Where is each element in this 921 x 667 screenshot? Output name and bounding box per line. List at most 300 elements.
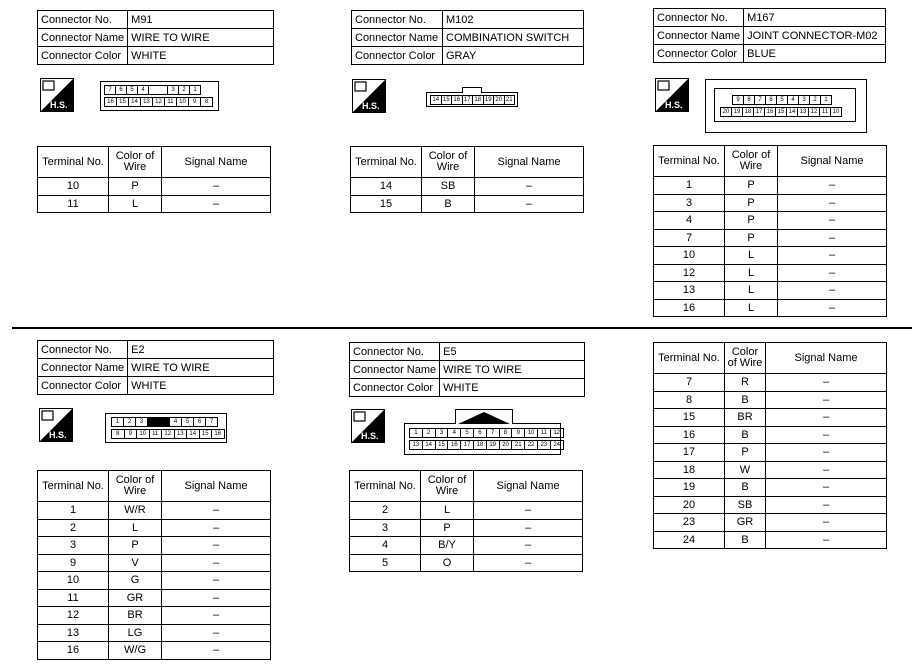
svg-text:H.S.: H.S. [49,430,67,440]
connector-pin: 20 [500,440,513,450]
header-terminal-no: Terminal No. [654,343,725,374]
connector-pin [148,417,170,427]
signal-name-cell: – [162,178,271,196]
connector-pin: 16 [104,97,117,107]
connector-pin: 5 [777,95,788,105]
table-row [38,519,271,537]
connector-color-value: WHITE [128,377,274,395]
connector-pin: 19 [732,107,743,117]
terminal-no-cell: 15 [654,409,725,427]
connector-pin: 2 [810,95,821,105]
connector-name-value: COMBINATION SWITCH [443,29,584,47]
connector-name-value: WIRE TO WIRE [128,29,274,47]
connector-pin: 14 [430,95,442,105]
label-connector-no: Connector No. [350,343,440,361]
terminal-no-cell: 9 [38,554,109,572]
connector-pin: 7 [206,417,218,427]
signal-name-cell: – [778,229,887,247]
terminal-no-cell: 1 [654,177,725,195]
header-color-of-wire: Color of Wire [109,471,162,502]
table-row [654,514,887,532]
terminal-no-cell: 10 [38,178,109,196]
terminal-no-cell: 10 [38,572,109,590]
signal-name-cell: – [162,642,271,660]
header-signal-name: Signal Name [766,343,887,374]
hs-icon [352,79,386,113]
connector-pin: 5 [461,428,474,438]
table-row [654,212,887,230]
connector-info-m102 [351,10,584,65]
header-signal-name: Signal Name [475,147,584,178]
signal-name-cell: – [162,519,271,537]
header-terminal-no: Terminal No. [351,147,422,178]
header-terminal-no: Terminal No. [654,146,725,177]
signal-name-cell: – [162,502,271,520]
connector-name-value: WIRE TO WIRE [128,359,274,377]
label-connector-name: Connector Name [38,29,128,47]
connector-pin: 11 [538,428,551,438]
signal-name-cell: – [778,247,887,265]
table-row [654,247,887,265]
terminal-no-cell: 4 [350,537,421,555]
header-signal-name: Signal Name [162,147,271,178]
connector-diagram-m102 [426,92,518,107]
wire-color-cell: L [421,502,474,520]
header-terminal-no: Terminal No. [38,147,109,178]
connector-info-m167 [653,8,886,63]
connector-pin: 3 [136,417,148,427]
terminal-no-cell: 12 [38,607,109,625]
svg-text:H.S.: H.S. [361,431,379,441]
connector-no-value: M91 [128,11,274,29]
connector-pin: 15 [442,95,453,105]
connector-pin: 16 [448,440,461,450]
connector-pin: 20 [720,107,732,117]
terminal-no-cell: 18 [654,461,725,479]
wire-color-cell: L [109,195,162,213]
signal-name-cell: – [162,624,271,642]
terminal-no-cell: 23 [654,514,725,532]
connector-pin: 18 [473,95,484,105]
terminal-no-cell: 15 [351,195,422,213]
connector-pin: 13 [175,429,188,439]
signal-name-cell: – [162,607,271,625]
hs-icon [40,78,74,112]
wire-color-cell: P [725,194,778,212]
connector-pin: 12 [162,429,175,439]
connector-pin: 10 [525,428,538,438]
table-row [654,496,887,514]
table-row [351,195,584,213]
wire-color-cell: LG [109,624,162,642]
section-divider [12,327,912,329]
connector-pin: 14 [423,440,436,450]
signal-name-cell: – [474,502,583,520]
connector-color-value: BLUE [744,45,886,63]
connector-pin: 19 [484,95,495,105]
connector-pin: 1 [111,417,124,427]
connector-pin: 10 [137,429,150,439]
label-connector-color: Connector Color [38,47,128,65]
terminal-no-cell: 24 [654,531,725,549]
wire-color-cell: O [421,554,474,572]
connector-pin: 16 [452,95,463,105]
wire-color-cell: BR [725,409,766,427]
terminal-no-cell: 17 [654,444,725,462]
table-row [351,178,584,196]
connector-pin: 15 [117,97,129,107]
label-connector-no: Connector No. [654,9,744,27]
connector-pin: 4 [170,417,182,427]
terminal-no-cell: 11 [38,589,109,607]
connector-pin: 2 [179,85,190,95]
terminal-table-e5-continued [653,342,887,549]
svg-text:H.S.: H.S. [50,100,68,110]
signal-name-cell: – [766,444,887,462]
connector-color-value: WHITE [128,47,274,65]
table-row [654,409,887,427]
header-color-of-wire: Color of Wire [109,147,162,178]
connector-pin: 13 [798,107,809,117]
hs-icon [655,78,689,112]
terminal-no-cell: 3 [38,537,109,555]
table-row [654,444,887,462]
connector-pin: 3 [436,428,449,438]
label-connector-color: Connector Color [350,379,440,397]
signal-name-cell: – [778,194,887,212]
connector-pin: 6 [116,85,127,95]
connector-pin: 16 [765,107,776,117]
connector-pin: 5 [182,417,194,427]
terminal-no-cell: 4 [654,212,725,230]
wire-color-cell: B [725,391,766,409]
connector-pin: 15 [436,440,449,450]
connector-pin: 7 [487,428,500,438]
signal-name-cell: – [778,212,887,230]
label-connector-no: Connector No. [352,11,443,29]
connector-pin: 21 [505,95,516,105]
signal-name-cell: – [778,177,887,195]
terminal-no-cell: 7 [654,229,725,247]
connector-pin: 2 [423,428,436,438]
terminal-no-cell: 13 [38,624,109,642]
connector-color-value: WHITE [440,379,585,397]
header-signal-name: Signal Name [474,471,583,502]
connector-pin: 14 [787,107,798,117]
terminal-no-cell: 11 [38,195,109,213]
connector-no-value: E2 [128,341,274,359]
connector-pin: 15 [200,429,213,439]
connector-pin: 11 [165,97,177,107]
table-row [38,589,271,607]
connector-pin: 24 [551,440,564,450]
signal-name-cell: – [474,537,583,555]
header-signal-name: Signal Name [162,471,271,502]
signal-name-cell: – [162,554,271,572]
label-connector-no: Connector No. [38,341,128,359]
label-connector-color: Connector Color [654,45,744,63]
connector-pin: 9 [512,428,525,438]
terminal-no-cell: 2 [38,519,109,537]
signal-name-cell: – [766,514,887,532]
connector-no-value: M102 [443,11,584,29]
connector-pin: 8 [744,95,755,105]
wire-color-cell: B/Y [421,537,474,555]
connector-pin: 6 [474,428,487,438]
connector-pin: 13 [141,97,153,107]
connector-pin: 10 [177,97,189,107]
connector-pin: 6 [194,417,206,427]
signal-name-cell: – [475,195,584,213]
connector-pin: 17 [463,95,474,105]
connector-diagram-m91 [100,81,219,111]
signal-name-cell: – [778,282,887,300]
signal-name-cell: – [474,554,583,572]
connector-info-e5 [349,342,585,397]
wire-color-cell: P [725,212,778,230]
wire-color-cell: W [725,461,766,479]
terminal-no-cell: 14 [351,178,422,196]
connector-diagram-e5 [404,423,561,455]
signal-name-cell: – [162,589,271,607]
wire-color-cell: P [725,444,766,462]
terminal-no-cell: 10 [654,247,725,265]
connector-pin: 3 [168,85,179,95]
table-row [38,572,271,590]
terminal-no-cell: 1 [38,502,109,520]
connector-name-value: WIRE TO WIRE [440,361,585,379]
connector-pin: 9 [125,429,138,439]
table-row [654,264,887,282]
connector-no-value: M167 [744,9,886,27]
table-row [654,426,887,444]
connector-pin [149,85,168,95]
wire-color-cell: B [422,195,475,213]
connector-pin: 8 [111,429,125,439]
connector-pin: 14 [187,429,200,439]
label-connector-name: Connector Name [352,29,443,47]
connector-pin: 18 [743,107,754,117]
signal-name-cell: – [162,195,271,213]
table-row [350,502,583,520]
table-row [654,531,887,549]
table-row [38,624,271,642]
table-row [654,177,887,195]
connector-pin: 4 [448,428,461,438]
wire-color-cell: SB [422,178,475,196]
table-row [350,554,583,572]
wire-color-cell: P [109,537,162,555]
terminal-table-m91 [37,146,271,213]
connector-pin: 1 [821,95,832,105]
wire-color-cell: B [725,426,766,444]
terminal-table-e2 [37,470,271,660]
table-row [38,195,271,213]
header-color-of-wire: Color of Wire [422,147,475,178]
connector-pin: 4 [788,95,799,105]
terminal-no-cell: 16 [654,299,725,317]
label-connector-color: Connector Color [352,47,443,65]
terminal-no-cell: 16 [654,426,725,444]
connector-pin: 1 [409,428,423,438]
hs-icon [351,409,385,443]
connector-pin: 20 [494,95,505,105]
terminal-no-cell: 3 [350,519,421,537]
signal-name-cell: – [475,178,584,196]
connector-pin: 7 [104,85,116,95]
connector-pin: 12 [153,97,165,107]
signal-name-cell: – [766,391,887,409]
table-row [350,537,583,555]
wire-color-cell: B [725,479,766,497]
wire-color-cell: P [725,229,778,247]
connector-pin: 17 [754,107,765,117]
terminal-no-cell: 19 [654,479,725,497]
wire-color-cell: W/G [109,642,162,660]
terminal-no-cell: 12 [654,264,725,282]
label-connector-no: Connector No. [38,11,128,29]
signal-name-cell: – [766,531,887,549]
signal-name-cell: – [766,496,887,514]
table-row [38,178,271,196]
wire-color-cell: R [725,374,766,392]
table-row [654,194,887,212]
table-row [38,607,271,625]
signal-name-cell: – [778,264,887,282]
signal-name-cell: – [162,537,271,555]
table-row [38,537,271,555]
wire-color-cell: L [725,282,778,300]
connector-no-value: E5 [440,343,585,361]
connector-pin: 5 [127,85,138,95]
terminal-no-cell: 20 [654,496,725,514]
connector-pin: 13 [409,440,423,450]
signal-name-cell: – [778,299,887,317]
connector-name-value: JOINT CONNECTOR-M02 [744,27,886,45]
label-connector-name: Connector Name [654,27,744,45]
signal-name-cell: – [162,572,271,590]
table-row [38,502,271,520]
terminal-no-cell: 8 [654,391,725,409]
terminal-table-m102 [350,146,584,213]
table-row [654,479,887,497]
svg-text:H.S.: H.S. [362,101,380,111]
header-color-of-wire: Color of Wire [421,471,474,502]
header-signal-name: Signal Name [778,146,887,177]
connector-pin: 8 [201,97,213,107]
signal-name-cell: – [766,409,887,427]
connector-info-e2 [37,340,274,395]
connector-info-m91 [37,10,274,65]
connector-pin: 18 [474,440,487,450]
table-row [654,282,887,300]
connector-pin: 11 [820,107,831,117]
connector-pin: 21 [512,440,525,450]
wire-color-cell: B [725,531,766,549]
wire-color-cell: GR [109,589,162,607]
signal-name-cell: – [766,374,887,392]
connector-pin: 7 [755,95,766,105]
connector-pin: 14 [129,97,141,107]
header-color-of-wire: Color of Wire [725,343,766,374]
table-row [654,391,887,409]
wire-color-cell: GR [725,514,766,532]
terminal-no-cell: 2 [350,502,421,520]
connector-pin: 1 [190,85,201,95]
connector-lock-shape [458,412,510,424]
terminal-no-cell: 7 [654,374,725,392]
wire-color-cell: L [725,247,778,265]
wire-color-cell: G [109,572,162,590]
connector-pin: 22 [525,440,538,450]
connector-pin: 15 [776,107,787,117]
label-connector-name: Connector Name [350,361,440,379]
wire-color-cell: V [109,554,162,572]
connector-pin: 11 [150,429,163,439]
wire-color-cell: P [421,519,474,537]
table-row [350,519,583,537]
terminal-table-e5 [349,470,583,572]
table-row [654,229,887,247]
connector-pin: 9 [732,95,744,105]
signal-name-cell: – [766,461,887,479]
terminal-no-cell: 5 [350,554,421,572]
signal-name-cell: – [766,426,887,444]
wire-color-cell: P [109,178,162,196]
signal-name-cell: – [474,519,583,537]
terminal-no-cell: 16 [38,642,109,660]
svg-text:H.S.: H.S. [665,100,683,110]
terminal-table-m167 [653,145,887,317]
header-terminal-no: Terminal No. [38,471,109,502]
wire-color-cell: SB [725,496,766,514]
connector-pin: 9 [189,97,201,107]
wire-color-cell: BR [109,607,162,625]
table-row [654,461,887,479]
table-row [654,374,887,392]
signal-name-cell: – [766,479,887,497]
connector-color-value: GRAY [443,47,584,65]
terminal-no-cell: 13 [654,282,725,300]
wire-color-cell: W/R [109,502,162,520]
connector-pin: 10 [831,107,842,117]
connector-pin: 23 [538,440,551,450]
terminal-no-cell: 3 [654,194,725,212]
label-connector-color: Connector Color [38,377,128,395]
connector-diagram-m167 [705,79,867,133]
connector-pin: 17 [461,440,474,450]
connector-pin: 4 [138,85,149,95]
connector-pin: 19 [487,440,500,450]
label-connector-name: Connector Name [38,359,128,377]
wire-color-cell: L [725,264,778,282]
wire-color-cell: P [725,177,778,195]
connector-pin: 16 [212,429,225,439]
table-row [38,642,271,660]
header-color-of-wire: Color of Wire [725,146,778,177]
hs-icon [39,408,73,442]
connector-diagram-e2 [105,413,227,443]
wire-color-cell: L [725,299,778,317]
connector-pin: 3 [799,95,810,105]
connector-pin: 8 [500,428,513,438]
connector-pin: 6 [766,95,777,105]
connector-pin: 2 [124,417,136,427]
wire-color-cell: L [109,519,162,537]
table-row [654,299,887,317]
table-row [38,554,271,572]
connector-pin: 12 [551,428,564,438]
